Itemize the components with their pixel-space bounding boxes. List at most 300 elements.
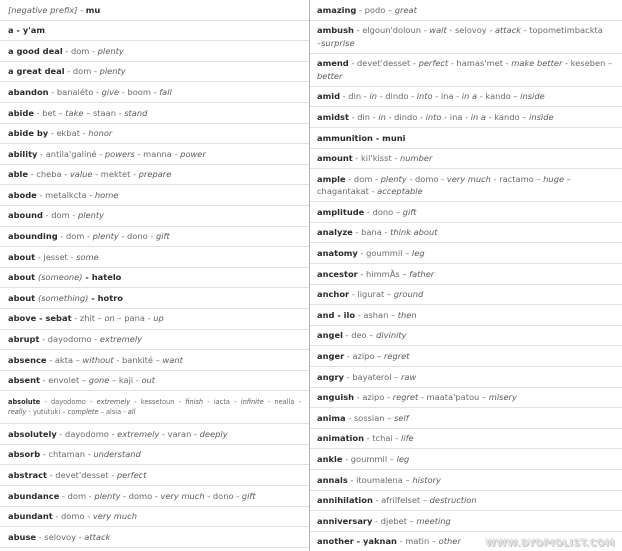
entry-gloss: extremely xyxy=(99,334,143,345)
entry-translation: - maata'patou – xyxy=(418,392,489,403)
dictionary-entry xyxy=(0,21,309,42)
entry-translation: - kessetoun - xyxy=(130,398,186,407)
dictionary-entry xyxy=(310,305,622,326)
entry-gloss: regret xyxy=(392,392,419,403)
entry-line xyxy=(317,90,618,103)
entry-translation: - ina - xyxy=(441,111,471,122)
entry-headword: ammunition - muni xyxy=(317,132,406,143)
entry-translation: - azipo - xyxy=(354,392,393,403)
entry-line xyxy=(317,111,618,124)
entry-gloss: think about xyxy=(390,227,438,238)
entry-translation: - selovoy - xyxy=(36,531,85,542)
entry-translation: - antila'galiné - xyxy=(37,148,105,159)
entry-gloss: value xyxy=(69,169,93,180)
entry-gloss: make better xyxy=(511,58,563,69)
entry-headword: ambush xyxy=(317,25,354,36)
entry-gloss: inside xyxy=(529,111,554,122)
entry-gloss: stand xyxy=(124,107,148,118)
entry-line xyxy=(8,4,305,17)
dictionary-entry xyxy=(0,486,309,507)
entry-gloss: want xyxy=(162,354,183,365)
entry-translation: – pana - xyxy=(114,313,154,324)
entry-line xyxy=(8,189,305,202)
entry-translation: - domo - xyxy=(120,490,161,501)
dictionary-entry xyxy=(310,54,622,87)
entry-headword: - hatelo xyxy=(82,272,122,283)
entry-gloss: raw xyxy=(400,371,417,382)
entry-translation: chagantakat - xyxy=(317,186,378,197)
entry-translation: - xyxy=(77,4,86,15)
entry-line xyxy=(317,453,618,466)
entry-gloss: plenty xyxy=(92,231,119,242)
entry-gloss: without xyxy=(82,354,114,365)
entry-translation: - yututuki – xyxy=(26,408,68,417)
entry-translation: - azipo – xyxy=(344,350,384,361)
entry-gloss: very much xyxy=(446,173,491,184)
entry-line xyxy=(8,374,305,387)
entry-translation: - devet'desset - xyxy=(47,470,117,481)
entry-headword: annals xyxy=(317,474,348,485)
entry-line xyxy=(317,391,618,404)
entry-translation: - dom - xyxy=(62,45,98,56)
entry-gloss: into xyxy=(416,91,433,102)
entry-line xyxy=(8,428,305,441)
entry-gloss: self xyxy=(393,412,409,423)
dictionary-entry xyxy=(0,465,309,486)
dictionary-entry xyxy=(0,62,309,83)
dictionary-entry xyxy=(0,424,309,445)
entry-translation: - iacta - xyxy=(203,398,241,407)
dictionary-entry xyxy=(0,41,309,62)
entry-gloss: all xyxy=(127,408,136,417)
entry-gloss: in xyxy=(378,111,386,122)
dictionary-entry xyxy=(0,445,309,466)
entry-line xyxy=(8,469,305,482)
dictionary-entry xyxy=(310,202,622,223)
entry-gloss: father xyxy=(409,268,435,279)
entry-translation: - dom - xyxy=(59,490,95,501)
entry-gloss: number xyxy=(399,153,433,164)
entry-headword: a good deal xyxy=(8,45,63,56)
dictionary-entry xyxy=(0,144,309,165)
entry-translation: - ligurat – xyxy=(349,289,394,300)
entry-headword: about xyxy=(8,272,38,283)
entry-gloss: other xyxy=(438,536,461,547)
dictionary-entry xyxy=(0,227,309,248)
entry-line xyxy=(317,206,618,219)
entry-translation: - envolet – xyxy=(39,375,89,386)
entry-headword: abundant xyxy=(8,511,53,522)
entry-line xyxy=(8,271,305,284)
entry-line xyxy=(8,490,305,503)
entry-gloss: understand xyxy=(93,449,141,460)
entry-headword: amidst xyxy=(317,111,349,122)
entry-line xyxy=(317,535,618,548)
entry-translation: - bet – xyxy=(33,107,66,118)
entry-translation: - dayodomo - xyxy=(40,398,97,407)
entry-headword: absorb xyxy=(8,449,41,460)
dictionary-entry xyxy=(310,449,622,470)
entry-headword: and - ilo xyxy=(317,309,356,320)
watermark: WWW.DYOPIOLIST.COM xyxy=(485,538,615,549)
entry-translation: - afrilfelset – xyxy=(372,495,430,506)
entry-headword: able xyxy=(8,169,29,180)
entry-translation: - deo – xyxy=(342,330,377,341)
entry-translation: - dono - xyxy=(118,231,156,242)
dictionary-entry xyxy=(0,185,309,206)
entry-line xyxy=(317,57,618,70)
entry-headword: another - yaknan xyxy=(317,536,397,547)
entry-translation: - podo – xyxy=(356,4,395,15)
entry-line xyxy=(317,226,618,239)
entry-line xyxy=(8,448,305,461)
entry-line xyxy=(8,230,305,243)
dictionary-entry xyxy=(310,470,622,491)
entry-gloss: gift xyxy=(241,490,256,501)
entry-translation: - ashan – xyxy=(355,309,398,320)
entry-gloss: plenty xyxy=(77,210,105,221)
dictionary-entry xyxy=(310,408,622,429)
entry-gloss: take xyxy=(65,107,84,118)
entry-translation: - dayodomo - xyxy=(39,334,100,345)
entry-headword: anatomy xyxy=(317,247,358,258)
dictionary-entry xyxy=(0,309,309,330)
dictionary-entry xyxy=(0,268,309,289)
entry-headword: angel xyxy=(317,330,343,341)
entry-gloss: complete xyxy=(67,408,99,417)
entry-translation: - mektet - xyxy=(92,169,139,180)
entry-translation: - jesset - xyxy=(35,251,77,262)
entry-translation: - ractamo – xyxy=(490,173,544,184)
entry-translation: - metalkcta - xyxy=(36,189,95,200)
entry-gloss: plenty xyxy=(99,66,126,77)
entry-gloss: attack xyxy=(494,25,522,36)
entry-gloss: some xyxy=(76,251,99,262)
entry-gloss: better xyxy=(317,70,343,81)
entry-gloss: misery xyxy=(488,392,517,403)
entry-translation: - bayaterol – xyxy=(343,371,401,382)
entry-translation: - elgoun'doloun - xyxy=(353,25,430,36)
entry-gloss: perfect xyxy=(418,58,449,69)
entry-translation: - boom - xyxy=(119,86,160,97)
entry-line xyxy=(8,251,305,264)
entry-gloss: powers xyxy=(104,148,135,159)
entry-headword: anniversary xyxy=(317,515,373,526)
entry-translation: - dom - xyxy=(64,66,100,77)
entry-translation: - selovoy - xyxy=(446,25,495,36)
entry-line xyxy=(317,432,618,445)
dictionary-entry xyxy=(310,223,622,244)
left-column xyxy=(0,0,310,551)
entry-translation: - domo - xyxy=(406,173,447,184)
entry-gloss: life xyxy=(401,433,414,444)
entry-gloss: power xyxy=(180,148,206,159)
entry-line xyxy=(8,407,301,417)
dictionary-entry xyxy=(0,371,309,392)
entry-gloss: leg xyxy=(411,247,425,258)
entry-translation: - kil'kisst - xyxy=(352,153,400,164)
dictionary-entry xyxy=(0,350,309,371)
entry-translation: - tchai - xyxy=(364,433,402,444)
entry-line xyxy=(317,494,618,507)
dictionary-entry xyxy=(310,388,622,409)
entry-translation: – xyxy=(317,37,322,48)
entry-headword: angry xyxy=(317,371,344,382)
entry-gloss: gift xyxy=(155,231,170,242)
entry-translation: – staan - xyxy=(83,107,125,118)
entry-gloss: extremely xyxy=(96,398,131,407)
entry-translation: - dayodomo - xyxy=(56,428,118,439)
entry-line xyxy=(8,45,305,58)
entry-headword: abound xyxy=(8,210,43,221)
entry-line xyxy=(317,4,618,17)
entry-headword: absence xyxy=(8,354,47,365)
entry-headword: - hotro xyxy=(88,292,123,303)
entry-translation: - kando – xyxy=(486,111,530,122)
entry-gloss: on xyxy=(104,313,115,324)
entry-headword: abuse xyxy=(8,531,37,542)
entry-translation: - sossian – xyxy=(345,412,394,423)
entry-translation: - devet'desset - xyxy=(348,58,419,69)
dictionary-entry xyxy=(310,107,622,128)
entry-headword: above - sebat xyxy=(8,313,72,324)
entry-gloss: acceptable xyxy=(377,186,423,197)
entry-line xyxy=(8,510,305,523)
entry-line xyxy=(317,173,618,186)
entry-gloss: gone xyxy=(88,375,110,386)
entry-translation: - dono – xyxy=(364,206,403,217)
entry-line xyxy=(317,152,618,165)
dictionary-entry xyxy=(310,243,622,264)
entry-gloss: leg xyxy=(396,453,410,464)
entry-headword: abrupt xyxy=(8,334,40,345)
dictionary-entry xyxy=(310,285,622,306)
entry-translation: - manna - xyxy=(134,148,181,159)
entry-gloss: surprise xyxy=(321,37,355,48)
entry-gloss: attack xyxy=(84,531,111,542)
entry-gloss: fall xyxy=(159,86,172,97)
dictionary-entry xyxy=(0,527,309,548)
entry-translation: - zhit – xyxy=(71,313,105,324)
entry-gloss: huge xyxy=(543,173,565,184)
entry-gloss: divinity xyxy=(376,330,407,341)
entry-gloss: out xyxy=(141,375,156,386)
dictionary-entry xyxy=(310,326,622,347)
entry-translation: - dom - xyxy=(43,210,78,221)
dictionary-entry xyxy=(0,82,309,103)
entry-translation: – kaji - xyxy=(109,375,142,386)
entry-gloss: great xyxy=(394,4,417,15)
entry-line xyxy=(317,474,618,487)
entry-gloss: extremely xyxy=(117,428,160,439)
entry-translation: - keseben – xyxy=(562,58,613,69)
entry-gloss: home xyxy=(94,189,119,200)
entry-line xyxy=(317,132,618,145)
entry-line xyxy=(317,247,618,260)
entry-gloss: finish xyxy=(185,398,204,407)
entry-translation: - dom - xyxy=(57,231,93,242)
entry-translation: - himmÃs – xyxy=(357,268,410,279)
entry-gloss: destruction xyxy=(429,495,477,506)
entry-gloss: then xyxy=(397,309,417,320)
dictionary-entry xyxy=(310,87,622,108)
entry-headword: abundance xyxy=(8,490,60,501)
entry-line xyxy=(8,292,305,305)
entry-headword: a great deal xyxy=(8,66,65,77)
entry-line xyxy=(8,24,305,37)
entry-translation: - itoumalena – xyxy=(347,474,413,485)
dictionary-entry xyxy=(310,264,622,285)
entry-line xyxy=(317,24,618,37)
entry-translation: - dindo - xyxy=(385,111,426,122)
entry-gloss: (something) xyxy=(38,292,89,303)
entry-gloss: prepare xyxy=(138,169,172,180)
entry-line xyxy=(8,531,305,544)
entry-headword: anguish xyxy=(317,392,355,403)
entry-line xyxy=(317,288,618,301)
entry-gloss: (someone) xyxy=(38,272,83,283)
entry-headword: amid xyxy=(317,91,341,102)
entry-translation: - matin – xyxy=(396,536,439,547)
entry-gloss: very much xyxy=(92,511,137,522)
dictionary-entry xyxy=(310,21,622,54)
dictionary-entry xyxy=(0,165,309,186)
entry-line xyxy=(317,515,618,528)
entry-line xyxy=(8,65,305,78)
dictionary-entry xyxy=(310,511,622,532)
entry-translation: - goummil – xyxy=(342,453,397,464)
dictionary-entry xyxy=(310,346,622,367)
entry-headword: absolute xyxy=(8,398,41,407)
entry-headword: a - y'am xyxy=(8,25,46,36)
entry-headword: animation xyxy=(317,433,365,444)
entry-gloss: really xyxy=(8,408,27,417)
entry-translation: - topometimbackta xyxy=(521,25,603,36)
entry-gloss: infinite xyxy=(240,398,264,407)
entry-gloss: wait xyxy=(429,25,447,36)
entry-headword: abide xyxy=(8,107,34,118)
entry-translation: - din - xyxy=(340,91,370,102)
entry-gloss: meeting xyxy=(416,515,451,526)
entry-gloss: perfect xyxy=(116,470,147,481)
entry-gloss: [negative prefix] xyxy=(8,4,78,15)
entry-line xyxy=(317,350,618,363)
dictionary-entry xyxy=(0,288,309,309)
entry-gloss: plenty xyxy=(94,490,121,501)
entry-translation: - djebet – xyxy=(372,515,417,526)
entry-gloss: honor xyxy=(88,128,113,139)
entry-gloss: into xyxy=(425,111,442,122)
entry-headword: mu xyxy=(85,4,101,15)
dictionary-entry xyxy=(0,0,309,21)
entry-line xyxy=(317,268,618,281)
entry-translation: - dindo - xyxy=(376,91,417,102)
entry-line xyxy=(8,312,305,325)
entry-headword: absolutely xyxy=(8,428,57,439)
entry-headword: ankle xyxy=(317,453,343,464)
entry-line xyxy=(8,333,305,346)
entry-gloss: in xyxy=(369,91,377,102)
dictionary-entry xyxy=(310,169,622,202)
entry-line xyxy=(317,37,618,50)
entry-line xyxy=(8,354,305,367)
entry-gloss: plenty xyxy=(380,173,407,184)
dictionary-entry xyxy=(0,391,309,424)
entry-line xyxy=(317,185,618,198)
entry-gloss: up xyxy=(153,313,164,324)
entry-translation: - dono - xyxy=(204,490,242,501)
entry-line xyxy=(8,168,305,181)
entry-headword: ability xyxy=(8,148,38,159)
dictionary-entry xyxy=(310,491,622,512)
entry-gloss: ground xyxy=(393,289,424,300)
entry-headword: about xyxy=(8,292,38,303)
entry-headword: amend xyxy=(317,58,349,69)
entry-translation: - banaléto - xyxy=(48,86,102,97)
entry-gloss: deeply xyxy=(199,428,228,439)
entry-line xyxy=(317,329,618,342)
dictionary-entry xyxy=(310,128,622,149)
entry-gloss: gift xyxy=(402,206,417,217)
entry-headword: anima xyxy=(317,412,346,423)
entry-headword: abstract xyxy=(8,470,48,481)
entry-gloss: inside xyxy=(520,91,545,102)
entry-translation: - chtaman - xyxy=(40,449,94,460)
entry-headword: amplitude xyxy=(317,206,365,217)
dictionary-entry xyxy=(310,149,622,170)
entry-translation: - bana - xyxy=(352,227,391,238)
entry-line xyxy=(317,412,618,425)
entry-headword: ample xyxy=(317,173,346,184)
dictionary-entry xyxy=(310,367,622,388)
entry-gloss: plenty xyxy=(97,45,124,56)
entry-headword: amount xyxy=(317,153,353,164)
entry-headword: abide by xyxy=(8,128,49,139)
entry-translation: - dom - xyxy=(345,173,381,184)
entry-line xyxy=(8,148,305,161)
entry-headword: annihilation xyxy=(317,495,373,506)
entry-line xyxy=(317,70,618,83)
entry-gloss: history xyxy=(412,474,441,485)
entry-translation: - din - xyxy=(348,111,379,122)
entry-headword: anchor xyxy=(317,289,350,300)
entry-headword: analyze xyxy=(317,227,353,238)
entry-line xyxy=(317,309,618,322)
entry-line xyxy=(8,127,305,140)
entry-headword: amazing xyxy=(317,4,357,15)
entry-gloss: in a xyxy=(470,111,486,122)
entry-translation: - cheba - xyxy=(28,169,70,180)
entry-translation: - akta – xyxy=(46,354,83,365)
entry-headword: abounding xyxy=(8,231,58,242)
entry-gloss: very much xyxy=(160,490,205,501)
entry-gloss: in a xyxy=(461,91,478,102)
entry-translation: – xyxy=(564,173,571,184)
entry-gloss: regret xyxy=(383,350,410,361)
entry-translation: - ekbat - xyxy=(48,128,89,139)
dictionary-entry xyxy=(310,429,622,450)
entry-headword: absent xyxy=(8,375,40,386)
entry-line xyxy=(317,371,618,384)
entry-translation: - bankité – xyxy=(113,354,163,365)
dictionary-entry xyxy=(310,532,622,551)
entry-headword: ancestor xyxy=(317,268,358,279)
entry-translation: - varan - xyxy=(159,428,200,439)
entry-headword: abandon xyxy=(8,86,49,97)
entry-headword: abode xyxy=(8,189,37,200)
entry-line xyxy=(8,397,301,407)
entry-translation: - goummil – xyxy=(357,247,412,258)
